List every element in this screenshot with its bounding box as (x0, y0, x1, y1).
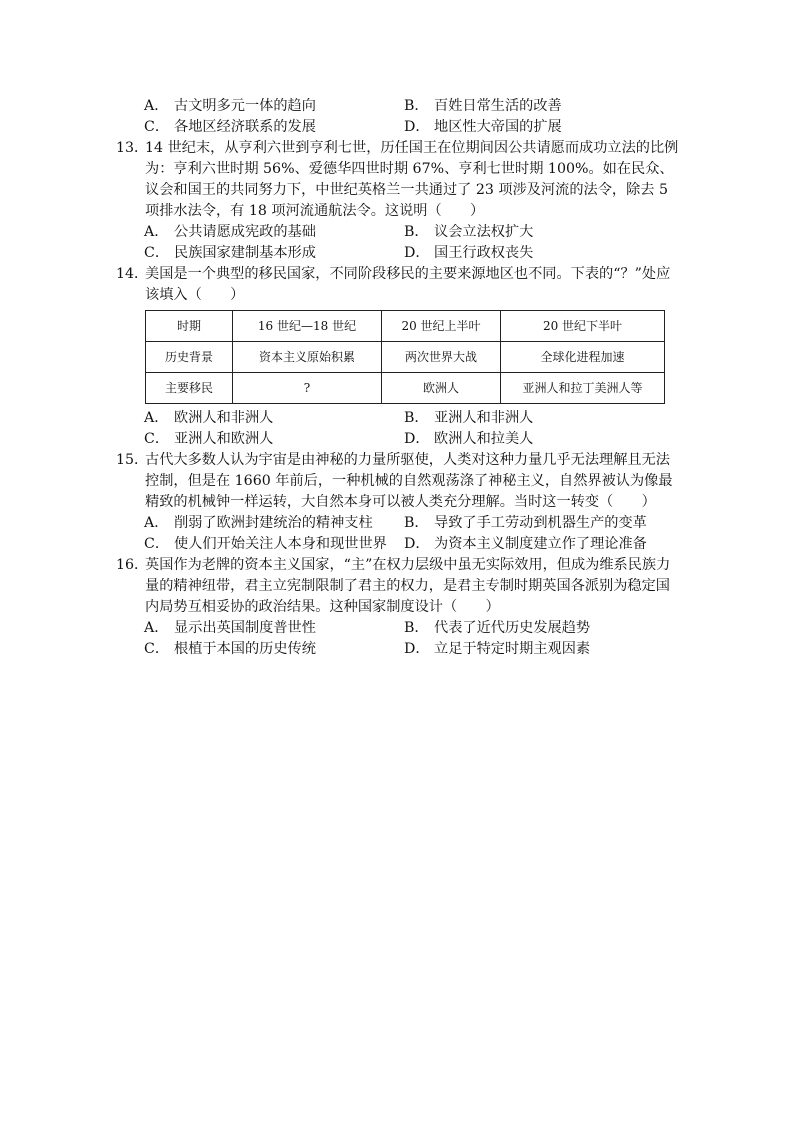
q13-option-d: D． 国王行政权丧失 (404, 245, 534, 261)
question-14 (116, 264, 682, 306)
q16-options (144, 618, 682, 660)
q13-option-a: A． 公共请愿成宪政的基础 (144, 224, 316, 240)
q14-option-a: A． 欧洲人和非洲人 (144, 410, 274, 426)
table-cell: 主要移民 (146, 373, 233, 404)
question-number: 13． (116, 140, 149, 156)
table-cell: 两次世界大战 (382, 342, 501, 373)
q12-option-c: C． 各地区经济联系的发展 (144, 119, 316, 135)
question-stem: 古代大多数人认为宇宙是由神秘的力量所驱使，人类对这种力量几乎无法理解且无法控制，但是在 1660 年前后，一种机械的自然观荡涤了神秘主义，自然界被认为像最精致的机械钟一样运转，大自然本身可以被人类充分理解。当时这一转变（ ） (145, 452, 673, 510)
q15-options (144, 513, 682, 555)
q14-options (144, 408, 682, 450)
q13-options (144, 222, 682, 264)
question-stem: 美国是一个典型的移民国家，不同阶段移民的主要来源地区也不同。下表的“？”处应该填入（ ） (145, 266, 671, 303)
table-cell: 欧洲人 (382, 373, 501, 404)
table-cell: 时期 (146, 311, 233, 342)
question-stem: 英国作为老牌的资本主义国家，“主”在权力层级中虽无实际效用，但成为维系民族力量的精神纽带，君主立宪制限制了君主的权力，是君主专制时期英国各派别为稳定国内局势互相妥协的政治结果。这种国家制度设计（ ） (145, 557, 671, 615)
q16-option-c: C． 根植于本国的历史传统 (144, 641, 316, 657)
table-cell: 亚洲人和拉丁美洲人等 (501, 373, 665, 404)
table-cell: 20 世纪上半叶 (382, 311, 501, 342)
question-list (116, 96, 682, 660)
table-cell: 全球化进程加速 (501, 342, 665, 373)
table-row (146, 373, 665, 404)
question-15 (116, 450, 682, 513)
question-number: 16． (116, 557, 149, 573)
question-stem: 14 世纪末，从亨利六世到亨利七世，历任国王在位期间因公共请愿而成功立法的比例为：亨利六世时期 56%、爱德华四世时期 67%、亨利七世时期 100%。如在民众、议会和国王的共同努力下，中世纪英格兰一共通过了 23 项涉及河流的法令，除去 5 项排水法令，有 18 项河流通航法令。这说明（ ） (145, 140, 679, 219)
table-cell: ? (233, 373, 382, 404)
q12-option-b: B． 百姓日常生活的改善 (404, 98, 562, 114)
q12-option-a: A． 古文明多元一体的趋向 (144, 98, 316, 114)
q15-option-d: D． 为资本主义制度建立作了理论准备 (404, 536, 647, 552)
table-cell: 历史背景 (146, 342, 233, 373)
q15-option-b: B． 导致了手工劳动到机器生产的变革 (404, 515, 647, 531)
q16-option-b: B． 代表了近代历史发展趋势 (404, 620, 591, 636)
q14-option-b: B． 亚洲人和非洲人 (404, 410, 534, 426)
q14-option-d: D． 欧洲人和拉美人 (404, 431, 534, 447)
q13-option-c: C． 民族国家建制基本形成 (144, 245, 316, 261)
q16-option-d: D． 立足于特定时期主观因素 (404, 641, 591, 657)
immigration-table (145, 310, 665, 404)
question-number: 15． (116, 452, 149, 468)
table-cell: 20 世纪下半叶 (501, 311, 665, 342)
q12-option-d: D． 地区性大帝国的扩展 (404, 119, 562, 135)
q12-options (144, 96, 682, 138)
q16-option-a: A． 显示出英国制度普世性 (144, 620, 316, 636)
question-number: 14． (116, 266, 149, 282)
table-cell: 资本主义原始积累 (233, 342, 382, 373)
table-cell: 16 世纪—18 世纪 (233, 311, 382, 342)
q15-option-c: C． 使人们开始关注人本身和现世世界 (144, 536, 387, 552)
table-row (146, 311, 665, 342)
q13-option-b: B． 议会立法权扩大 (404, 224, 534, 240)
q14-option-c: C． 亚洲人和欧洲人 (144, 431, 274, 447)
table-row (146, 342, 665, 373)
question-16 (116, 555, 682, 618)
q15-option-a: A． 削弱了欧洲封建统治的精神支柱 (144, 515, 373, 531)
question-13 (116, 138, 682, 222)
